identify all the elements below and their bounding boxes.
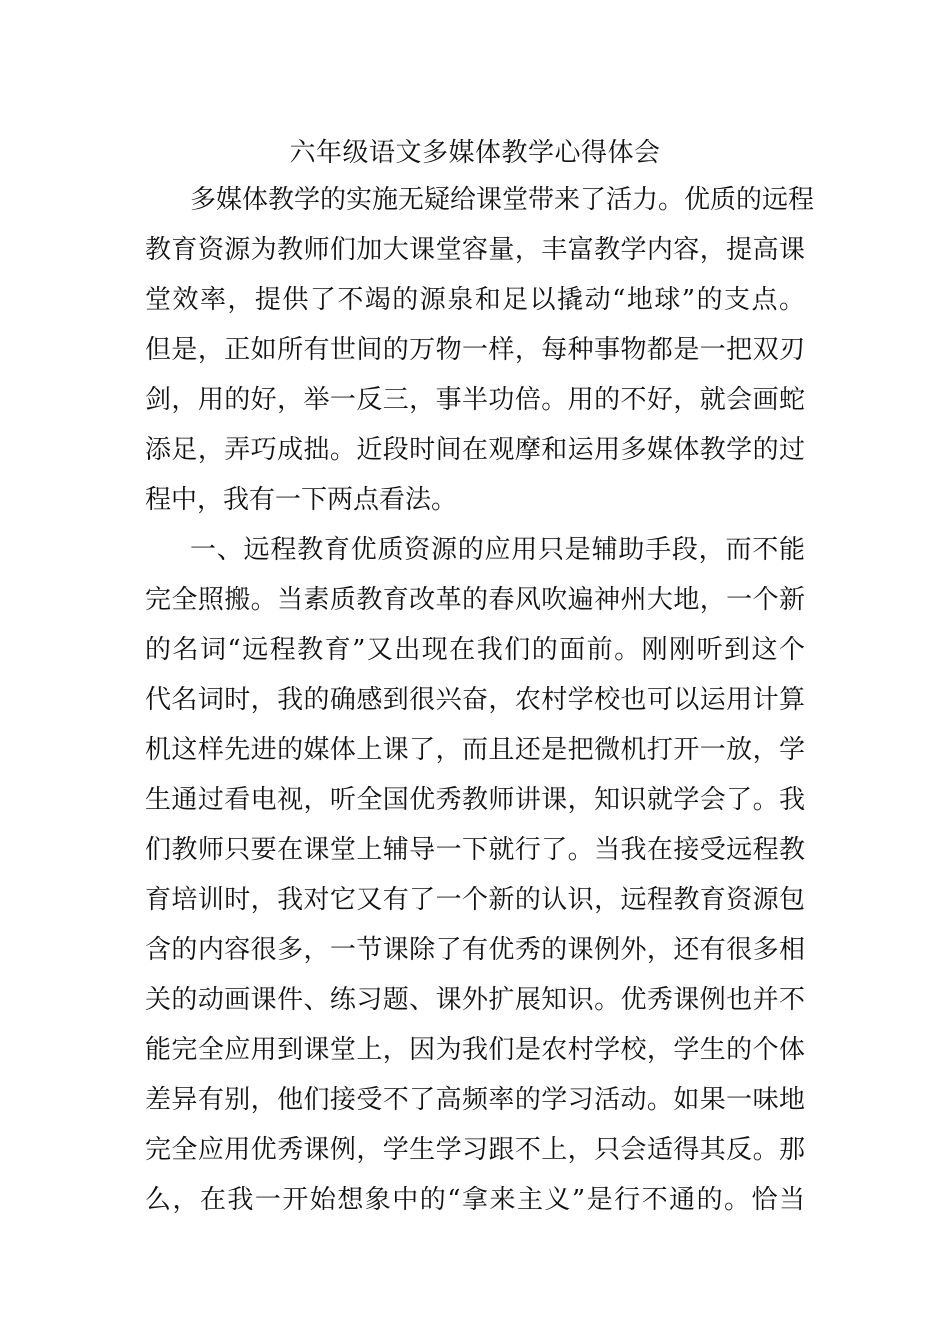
paragraph-2-line: 么，在我一开始想象中的“拿来主义”是行不通的。恰当 [145, 1185, 805, 1215]
paragraph-2-line: 代名词时，我的确感到很兴奋，农村学校也可以运用计算 [145, 685, 805, 715]
paragraph-1-line: 剑，用的好，举一反三，事半功倍。用的不好，就会画蛇 [145, 385, 805, 415]
paragraph-1-line: 堂效率，提供了不竭的源泉和足以撬动“地球”的支点。 [145, 285, 805, 315]
paragraph-1-line: 多媒体教学的实施无疑给课堂带来了活力。优质的远程 [190, 185, 815, 215]
paragraph-2-line: 一、远程教育优质资源的应用只是辅助手段，而不能 [190, 535, 805, 565]
paragraph-1-line: 但是，正如所有世间的万物一样，每种事物都是一把双刃 [145, 335, 805, 365]
paragraph-2-line: 育培训时，我对它又有了一个新的认识，远程教育资源包 [145, 885, 805, 915]
paragraph-2-line: 差异有别，他们接受不了高频率的学习活动。如果一味地 [145, 1085, 805, 1115]
paragraph-2-line: 完全应用优秀课例，学生学习跟不上，只会适得其反。那 [145, 1135, 805, 1165]
paragraph-1-line: 添足，弄巧成拙。近段时间在观摩和运用多媒体教学的过 [145, 435, 805, 465]
paragraph-2-line: 完全照搬。当素质教育改革的春风吹遍神州大地，一个新 [145, 585, 805, 615]
document-title: 六年级语文多媒体教学心得体会 [289, 138, 661, 168]
paragraph-2-line: 机这样先进的媒体上课了，而且还是把微机打开一放，学 [145, 735, 805, 765]
paragraph-2-line: 含的内容很多，一节课除了有优秀的课例外，还有很多相 [145, 935, 805, 965]
paragraph-1-line: 教育资源为教师们加大课堂容量，丰富教学内容，提高课 [145, 235, 805, 265]
paragraph-2-line: 能完全应用到课堂上，因为我们是农村学校，学生的个体 [145, 1035, 805, 1065]
paragraph-2-line: 生通过看电视，听全国优秀教师讲课，知识就学会了。我 [145, 785, 805, 815]
paragraph-2-line: 关的动画课件、练习题、课外扩展知识。优秀课例也并不 [145, 985, 805, 1015]
paragraph-1-line: 程中，我有一下两点看法。 [145, 485, 458, 515]
paragraph-2-line: 们教师只要在课堂上辅导一下就行了。当我在接受远程教 [145, 835, 805, 865]
paragraph-2-line: 的名词“远程教育”又出现在我们的面前。刚刚听到这个 [145, 635, 805, 665]
